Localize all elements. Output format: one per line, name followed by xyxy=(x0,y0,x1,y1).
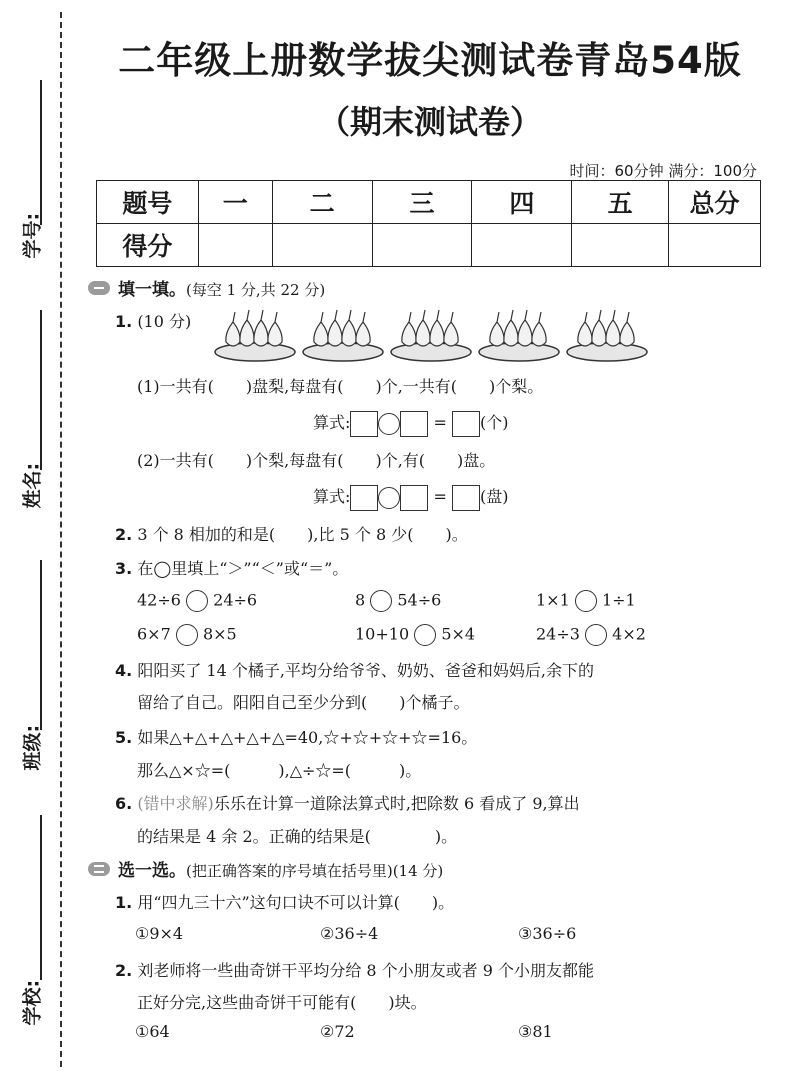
compare-circle[interactable] xyxy=(370,590,392,612)
binding-dashed-line xyxy=(60,12,62,1067)
score-table-score-row xyxy=(97,224,761,267)
section-1-badge-icon xyxy=(88,281,110,295)
compare-item xyxy=(137,590,257,612)
question-number: 4. xyxy=(115,661,133,680)
table-header-cell: 五 xyxy=(572,181,669,224)
option-item[interactable]: ③36÷6 xyxy=(518,924,577,943)
q1-formula-2: 算式: = (盘) xyxy=(313,484,508,511)
q1-sub2-text: (2)一共有( )个梨,每盘有( )个,有( )盘。 xyxy=(137,451,496,470)
score-cell[interactable] xyxy=(372,224,472,267)
score-cell[interactable] xyxy=(572,224,669,267)
answer-box[interactable] xyxy=(400,485,428,511)
question-number: 5. xyxy=(115,728,133,747)
answer-box[interactable] xyxy=(350,485,378,511)
section-2-title: 选一选。 xyxy=(118,861,186,881)
score-cell[interactable] xyxy=(198,224,272,267)
page-title: 二年级上册数学拔尖测试卷青岛54版 xyxy=(118,39,742,82)
q1-formula-1: 算式: = (个) xyxy=(313,410,508,437)
question-number: 1. xyxy=(115,893,133,912)
compare-right: 4×2 xyxy=(612,624,646,644)
compare-circle[interactable] xyxy=(414,624,436,646)
question-number: 6. xyxy=(115,794,133,813)
table-header-cell: 二 xyxy=(272,181,372,224)
compare-circle[interactable] xyxy=(186,590,208,612)
question-text: 在◯里填上“＞”“＜”或“＝”。 xyxy=(137,559,349,578)
compare-right: 8×5 xyxy=(202,624,237,644)
page-subtitle: （期末测试卷） xyxy=(317,103,542,141)
table-header-cell: 一 xyxy=(198,181,272,224)
question-2 xyxy=(115,522,468,545)
compare-item xyxy=(536,624,646,646)
school-line xyxy=(40,815,42,980)
compare-item xyxy=(355,590,441,612)
compare-right: 54÷6 xyxy=(397,590,442,610)
pear-plate-icon xyxy=(389,308,473,364)
question-number: 2. xyxy=(115,961,133,980)
compare-right: 1÷1 xyxy=(601,590,636,610)
answer-box[interactable] xyxy=(452,411,480,437)
answer-box[interactable] xyxy=(400,411,428,437)
score-row-label: 得分 xyxy=(97,224,199,267)
question-number: 1. xyxy=(115,312,133,331)
compare-left: 10+10 xyxy=(355,624,410,644)
student-id-label: 学号: xyxy=(21,212,44,259)
formula-unit: (盘) xyxy=(479,487,509,506)
operator-circle[interactable] xyxy=(378,487,400,509)
score-table xyxy=(96,180,761,267)
student-id-line xyxy=(40,80,42,225)
compare-left: 24÷3 xyxy=(536,624,580,644)
option-item[interactable]: ②36÷4 xyxy=(320,924,379,943)
pear-plate-icon xyxy=(213,308,297,364)
score-cell[interactable] xyxy=(472,224,572,267)
answer-box[interactable] xyxy=(350,411,378,437)
question-1-header xyxy=(115,309,191,332)
compare-circle[interactable] xyxy=(585,624,607,646)
compare-item xyxy=(355,624,475,646)
option-item[interactable]: ②72 xyxy=(320,1022,355,1041)
question-4-line-2: 留给了自己。阳阳自己至少分到( )个橘子。 xyxy=(137,693,470,712)
operator-circle[interactable] xyxy=(378,413,400,435)
score-cell[interactable] xyxy=(272,224,372,267)
option-item[interactable]: ③81 xyxy=(518,1022,553,1041)
compare-right: 5×4 xyxy=(441,624,476,644)
question-text: 阳阳买了 14 个橘子,平均分给爷爷、奶奶、爸爸和妈妈后,余下的 xyxy=(137,661,595,680)
question-text: 如果△+△+△+△+△=40,☆+☆+☆+☆=16。 xyxy=(137,728,478,747)
compare-left: 1×1 xyxy=(536,590,570,610)
section-1-title: 填一填。 xyxy=(118,280,186,300)
question-3 xyxy=(115,556,348,579)
question-text: 3 个 8 相加的和是( ),比 5 个 8 少( )。 xyxy=(137,525,468,544)
question-number: 2. xyxy=(115,525,133,544)
answer-box[interactable] xyxy=(452,485,480,511)
choice-question-2 xyxy=(115,958,594,981)
option-item[interactable]: ①64 xyxy=(135,1022,170,1041)
section-2-heading xyxy=(88,856,443,881)
school-label: 学校: xyxy=(21,979,44,1026)
question-5-line-2: 那么△×☆=( ),△÷☆=( )。 xyxy=(137,761,422,780)
table-header-cell: 题号 xyxy=(97,181,199,224)
compare-left: 8 xyxy=(355,590,366,610)
pear-plate-icon xyxy=(477,308,561,364)
question-6-line-2: 的结果是 4 余 2。正确的结果是( )。 xyxy=(137,827,458,846)
question-6 xyxy=(115,791,580,814)
compare-left: 6×7 xyxy=(137,624,171,644)
pear-plate-icon xyxy=(301,308,385,364)
choice-question-1 xyxy=(115,890,454,913)
name-label: 姓名: xyxy=(21,462,44,509)
question-text: 乐乐在计算一道除法算式时,把除数 6 看成了 9,算出 xyxy=(213,794,580,813)
compare-circle[interactable] xyxy=(176,624,198,646)
section-2-badge-icon xyxy=(88,862,110,876)
question-5 xyxy=(115,725,477,748)
compare-right: 24÷6 xyxy=(213,590,258,610)
table-header-cell: 总分 xyxy=(669,181,761,224)
table-header-cell: 四 xyxy=(472,181,572,224)
question-text: 用“四九三十六”这句口诀不可以计算( )。 xyxy=(137,893,455,912)
name-line xyxy=(40,310,42,470)
formula-unit: (个) xyxy=(479,413,509,432)
score-table-header-row xyxy=(97,181,761,224)
question-4 xyxy=(115,658,594,681)
compare-left: 42÷6 xyxy=(137,590,181,610)
class-label: 班级: xyxy=(21,724,44,771)
formula-label: 算式: xyxy=(313,413,351,432)
compare-item xyxy=(536,590,636,612)
compare-item xyxy=(137,624,237,646)
option-item[interactable]: ①9×4 xyxy=(135,924,184,943)
question-number: 3. xyxy=(115,559,133,578)
time-score-info: 时间：60分钟 满分：100分 xyxy=(569,162,757,180)
section-2-note: (把正确答案的序号填在括号里)(14 分) xyxy=(186,862,444,880)
section-1-heading xyxy=(88,275,325,300)
choice-question-2-line-2: 正好分完,这些曲奇饼干可能有( )块。 xyxy=(137,993,427,1012)
score-cell[interactable] xyxy=(669,224,761,267)
compare-circle[interactable] xyxy=(575,590,597,612)
section-1-note: (每空 1 分,共 22 分) xyxy=(186,281,326,299)
question-tag: (错中求解) xyxy=(137,794,214,813)
question-text: 刘老师将一些曲奇饼干平均分给 8 个小朋友或者 9 个小朋友都能 xyxy=(137,961,595,980)
table-header-cell: 三 xyxy=(372,181,472,224)
question-points: (10 分) xyxy=(137,312,192,331)
q1-sub1-text: (1)一共有( )盘梨,每盘有( )个,一共有( )个梨。 xyxy=(137,377,544,396)
class-line xyxy=(40,560,42,730)
formula-label: 算式: xyxy=(313,487,351,506)
pear-plate-icon xyxy=(565,308,649,364)
